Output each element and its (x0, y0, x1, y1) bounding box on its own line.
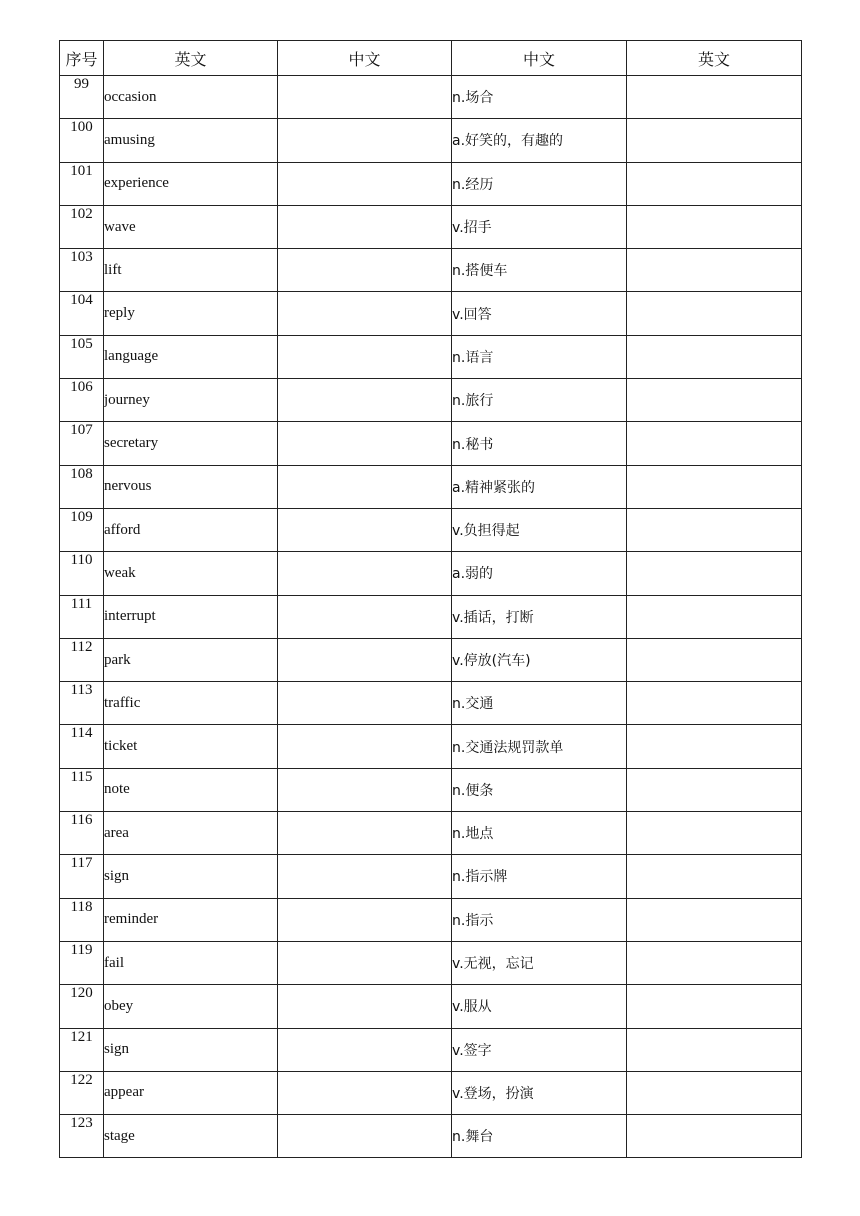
table-row (60, 595, 802, 638)
chinese-answer-blank (278, 76, 452, 119)
chinese-meaning: n.场合 (452, 76, 627, 119)
english-answer-blank (627, 249, 802, 292)
table-row (60, 508, 802, 551)
chinese-answer-blank (278, 941, 452, 984)
chinese-answer-blank (278, 1028, 452, 1071)
chinese-meaning: v.签字 (452, 1028, 627, 1071)
chinese-answer-blank (278, 379, 452, 422)
chinese-meaning: n.秘书 (452, 422, 627, 465)
chinese-answer-blank (278, 508, 452, 551)
row-number: 114 (60, 725, 104, 768)
english-answer-blank (627, 1028, 802, 1071)
english-answer-blank (627, 855, 802, 898)
english-word: weak (104, 552, 278, 595)
vocabulary-table (59, 40, 802, 1158)
header-english: 英文 (104, 41, 278, 76)
english-word: stage (104, 1115, 278, 1158)
table-row (60, 292, 802, 335)
table-body (60, 76, 802, 1158)
english-word: reply (104, 292, 278, 335)
chinese-meaning: a.好笑的，有趣的 (452, 119, 627, 162)
row-number: 122 (60, 1071, 104, 1114)
table-row (60, 1028, 802, 1071)
row-number: 101 (60, 162, 104, 205)
row-number: 123 (60, 1115, 104, 1158)
row-number: 103 (60, 249, 104, 292)
english-answer-blank (627, 1071, 802, 1114)
english-word: language (104, 335, 278, 378)
chinese-answer-blank (278, 205, 452, 248)
chinese-meaning: n.语言 (452, 335, 627, 378)
row-number: 112 (60, 638, 104, 681)
chinese-meaning: a.精神紧张的 (452, 465, 627, 508)
chinese-answer-blank (278, 1071, 452, 1114)
english-answer-blank (627, 1115, 802, 1158)
english-answer-blank (627, 292, 802, 335)
chinese-meaning: v.招手 (452, 205, 627, 248)
english-answer-blank (627, 205, 802, 248)
table-row (60, 1115, 802, 1158)
table-row (60, 1071, 802, 1114)
chinese-meaning: v.插话，打断 (452, 595, 627, 638)
english-answer-blank (627, 552, 802, 595)
row-number: 115 (60, 768, 104, 811)
row-number: 106 (60, 379, 104, 422)
header-chinese-blank: 中文 (278, 41, 452, 76)
english-word: reminder (104, 898, 278, 941)
chinese-answer-blank (278, 292, 452, 335)
chinese-answer-blank (278, 855, 452, 898)
chinese-answer-blank (278, 162, 452, 205)
table-row (60, 855, 802, 898)
english-word: appear (104, 1071, 278, 1114)
english-word: note (104, 768, 278, 811)
table-row (60, 768, 802, 811)
table-row (60, 162, 802, 205)
table-row (60, 985, 802, 1028)
english-answer-blank (627, 76, 802, 119)
row-number: 120 (60, 985, 104, 1028)
chinese-answer-blank (278, 465, 452, 508)
english-word: occasion (104, 76, 278, 119)
english-answer-blank (627, 162, 802, 205)
header-english-blank: 英文 (627, 41, 802, 76)
chinese-meaning: v.回答 (452, 292, 627, 335)
english-word: amusing (104, 119, 278, 162)
english-answer-blank (627, 119, 802, 162)
english-word: afford (104, 508, 278, 551)
english-answer-blank (627, 898, 802, 941)
chinese-answer-blank (278, 595, 452, 638)
english-word: wave (104, 205, 278, 248)
row-number: 109 (60, 508, 104, 551)
english-word: nervous (104, 465, 278, 508)
table-row (60, 898, 802, 941)
chinese-answer-blank (278, 768, 452, 811)
row-number: 119 (60, 941, 104, 984)
english-word: secretary (104, 422, 278, 465)
chinese-answer-blank (278, 1115, 452, 1158)
chinese-answer-blank (278, 335, 452, 378)
chinese-answer-blank (278, 985, 452, 1028)
english-answer-blank (627, 985, 802, 1028)
chinese-meaning: n.经历 (452, 162, 627, 205)
chinese-answer-blank (278, 812, 452, 855)
table-row (60, 76, 802, 119)
row-number: 108 (60, 465, 104, 508)
table-row (60, 249, 802, 292)
chinese-answer-blank (278, 119, 452, 162)
english-answer-blank (627, 465, 802, 508)
english-answer-blank (627, 812, 802, 855)
english-word: obey (104, 985, 278, 1028)
chinese-answer-blank (278, 638, 452, 681)
table-row (60, 119, 802, 162)
row-number: 99 (60, 76, 104, 119)
row-number: 121 (60, 1028, 104, 1071)
table-row (60, 941, 802, 984)
english-word: traffic (104, 682, 278, 725)
header-row (60, 41, 802, 76)
english-answer-blank (627, 941, 802, 984)
row-number: 110 (60, 552, 104, 595)
english-word: experience (104, 162, 278, 205)
row-number: 105 (60, 335, 104, 378)
chinese-answer-blank (278, 725, 452, 768)
chinese-meaning: n.地点 (452, 812, 627, 855)
english-answer-blank (627, 725, 802, 768)
chinese-answer-blank (278, 682, 452, 725)
table-row (60, 812, 802, 855)
table-row (60, 552, 802, 595)
row-number: 100 (60, 119, 104, 162)
chinese-meaning: n.交通法规罚款单 (452, 725, 627, 768)
english-answer-blank (627, 335, 802, 378)
english-word: sign (104, 1028, 278, 1071)
row-number: 107 (60, 422, 104, 465)
row-number: 111 (60, 595, 104, 638)
chinese-meaning: n.旅行 (452, 379, 627, 422)
chinese-meaning: n.指示牌 (452, 855, 627, 898)
english-answer-blank (627, 768, 802, 811)
row-number: 104 (60, 292, 104, 335)
english-word: interrupt (104, 595, 278, 638)
english-word: lift (104, 249, 278, 292)
header-number: 序号 (60, 41, 104, 76)
english-word: sign (104, 855, 278, 898)
chinese-meaning: n.搭便车 (452, 249, 627, 292)
table-row (60, 725, 802, 768)
chinese-answer-blank (278, 898, 452, 941)
row-number: 113 (60, 682, 104, 725)
chinese-meaning: v.停放(汽车) (452, 638, 627, 681)
english-answer-blank (627, 682, 802, 725)
row-number: 102 (60, 205, 104, 248)
table-row (60, 465, 802, 508)
table-row (60, 682, 802, 725)
english-answer-blank (627, 422, 802, 465)
chinese-meaning: v.服从 (452, 985, 627, 1028)
chinese-meaning: n.舞台 (452, 1115, 627, 1158)
row-number: 118 (60, 898, 104, 941)
english-word: ticket (104, 725, 278, 768)
table-row (60, 379, 802, 422)
english-word: fail (104, 941, 278, 984)
english-word: journey (104, 379, 278, 422)
english-answer-blank (627, 638, 802, 681)
chinese-answer-blank (278, 422, 452, 465)
chinese-meaning: v.无视，忘记 (452, 941, 627, 984)
english-word: park (104, 638, 278, 681)
english-word: area (104, 812, 278, 855)
chinese-meaning: v.登场，扮演 (452, 1071, 627, 1114)
chinese-answer-blank (278, 552, 452, 595)
table-row (60, 422, 802, 465)
header-chinese: 中文 (452, 41, 627, 76)
row-number: 116 (60, 812, 104, 855)
english-answer-blank (627, 379, 802, 422)
table-row (60, 205, 802, 248)
chinese-meaning: n.指示 (452, 898, 627, 941)
english-answer-blank (627, 595, 802, 638)
chinese-meaning: v.负担得起 (452, 508, 627, 551)
row-number: 117 (60, 855, 104, 898)
chinese-meaning: a.弱的 (452, 552, 627, 595)
chinese-meaning: n.交通 (452, 682, 627, 725)
chinese-answer-blank (278, 249, 452, 292)
chinese-meaning: n.便条 (452, 768, 627, 811)
table-row (60, 335, 802, 378)
english-answer-blank (627, 508, 802, 551)
table-row (60, 638, 802, 681)
